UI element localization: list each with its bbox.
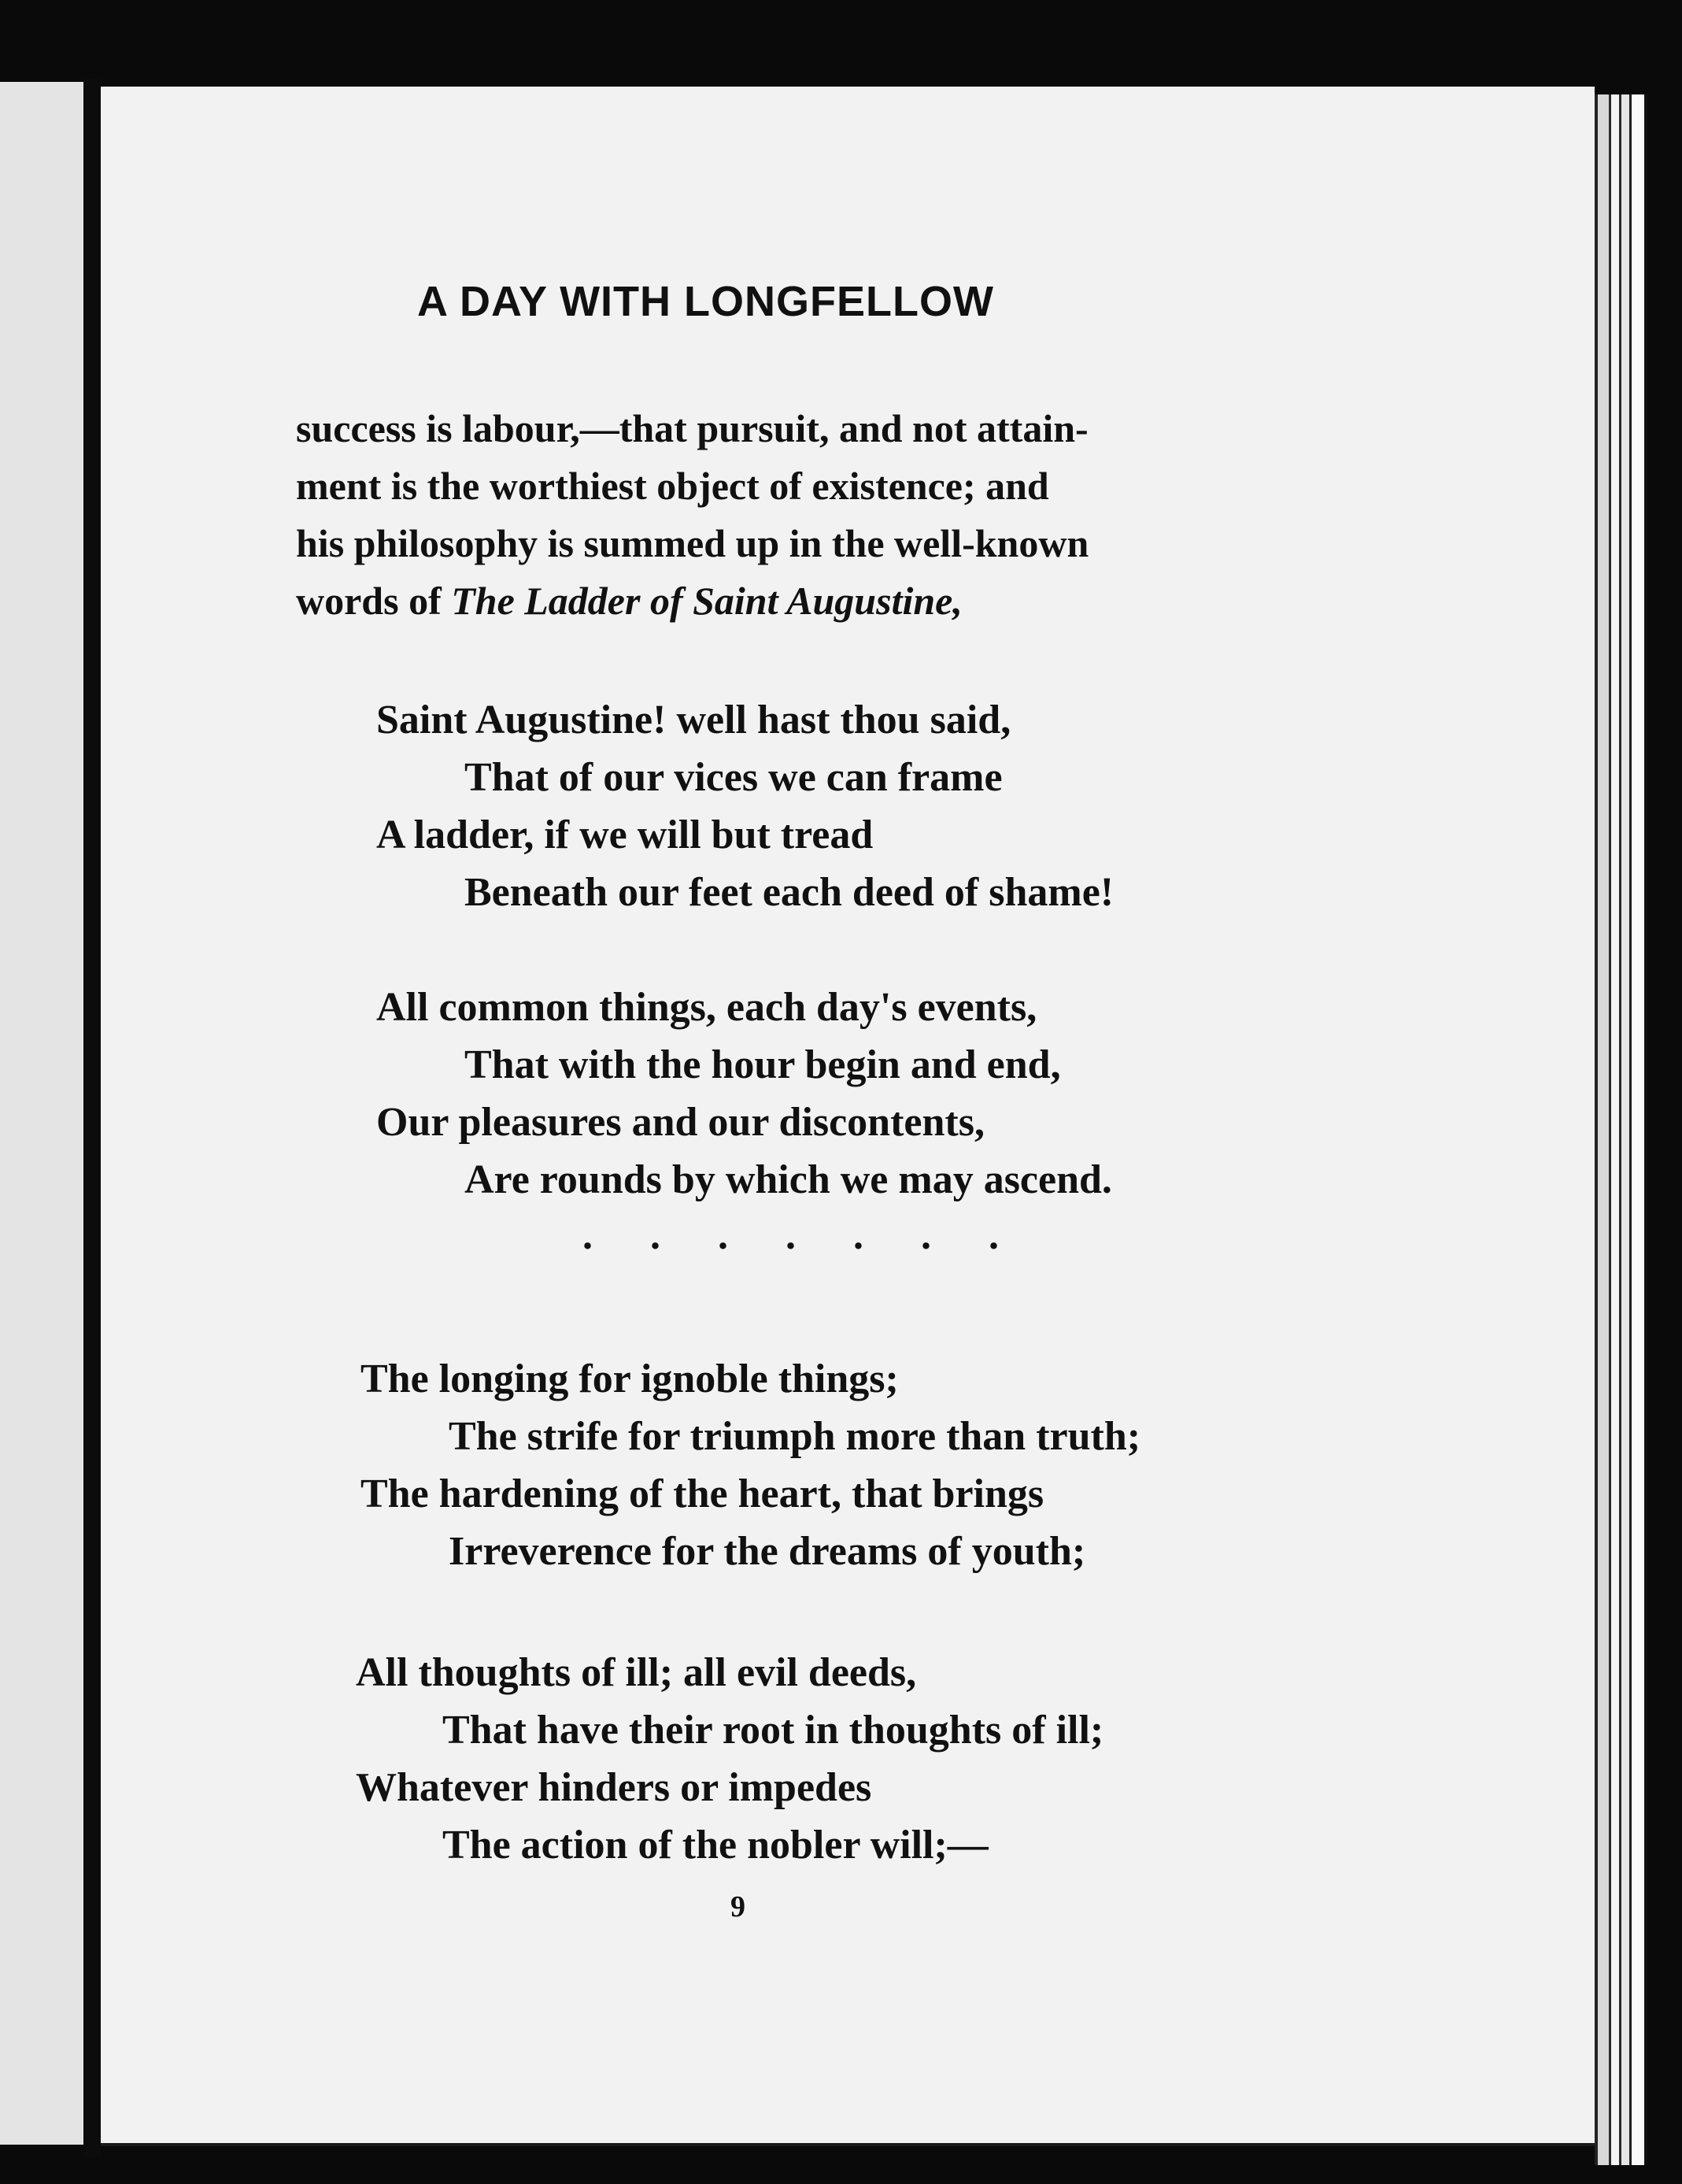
prose-line: ment is the worthiest object of existence; and bbox=[296, 464, 1049, 508]
verse-line: A ladder, if we will but tread bbox=[376, 813, 874, 857]
poem-title: The Ladder of Saint Augustine, bbox=[451, 579, 963, 623]
page-edge bbox=[1619, 94, 1629, 2165]
verse-line: The strife for triumph more than truth; bbox=[449, 1414, 1141, 1459]
verse-line: That with the hour begin and end, bbox=[464, 1042, 1061, 1087]
prose-text: words of bbox=[296, 579, 442, 623]
verse-line: All common things, each day's events, bbox=[376, 985, 1037, 1030]
verse-line: Saint Augustine! well hast thou said, bbox=[376, 698, 1011, 742]
verse-line: Whatever hinders or impedes bbox=[356, 1765, 872, 1810]
book-gutter bbox=[83, 79, 101, 2157]
verse-line: Our pleasures and our discontents, bbox=[376, 1100, 985, 1145]
verse-line: The action of the nobler will;— bbox=[442, 1823, 989, 1868]
prose-line: success is labour,—that pursuit, and not attain- bbox=[296, 406, 1089, 450]
running-head: A DAY WITH LONGFELLOW bbox=[417, 278, 994, 325]
verse-line: Irreverence for the dreams of youth; bbox=[449, 1529, 1086, 1574]
verse-line: Are rounds by which we may ascend. bbox=[464, 1157, 1112, 1202]
omission-dots: . . . . . . . bbox=[582, 1213, 1022, 1258]
facing-page-edge bbox=[0, 82, 83, 2145]
page-edge bbox=[1595, 94, 1609, 2165]
page-number: 9 bbox=[730, 1890, 745, 1923]
verse-line: Beneath our feet each deed of shame! bbox=[464, 870, 1115, 915]
verse-line: That of our vices we can frame bbox=[464, 755, 1003, 800]
verse-line: That have their root in thoughts of ill; bbox=[442, 1708, 1104, 1753]
page-edge bbox=[1609, 94, 1619, 2165]
page-edge bbox=[1629, 94, 1647, 2165]
verse-line: The longing for ignoble things; bbox=[360, 1357, 899, 1401]
prose-line bbox=[296, 578, 963, 624]
verse-line: The hardening of the heart, that brings bbox=[360, 1471, 1044, 1516]
prose-line: his philosophy is summed up in the well-known bbox=[296, 521, 1089, 565]
verse-line: All thoughts of ill; all evil deeds, bbox=[356, 1650, 917, 1695]
